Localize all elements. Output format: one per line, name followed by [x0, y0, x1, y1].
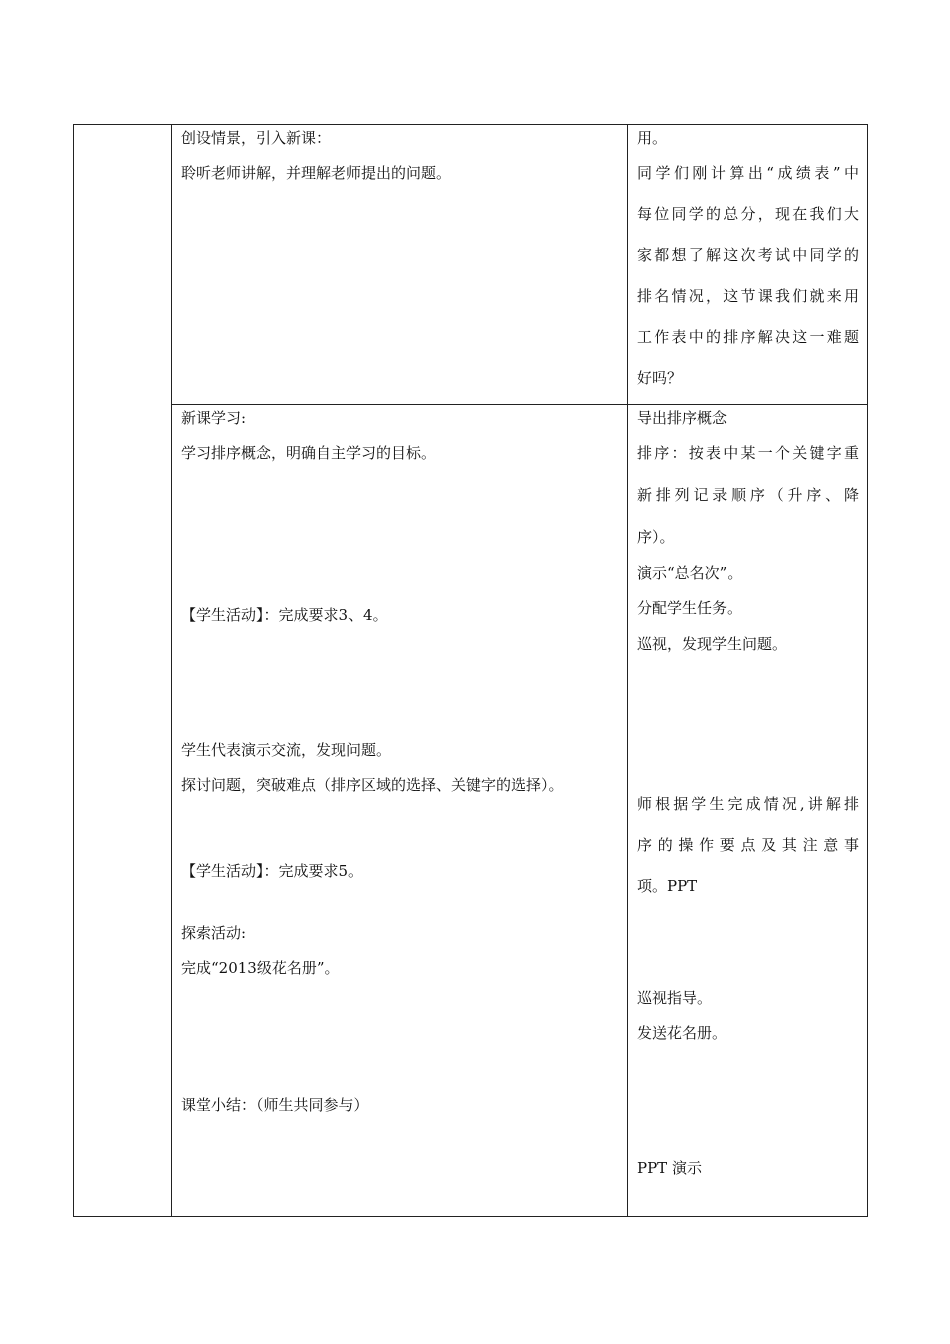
explore-task: 完成“2013级花名册”。	[181, 959, 340, 977]
explore-heading: 探索活动:	[181, 924, 247, 942]
column-divider-1	[171, 124, 172, 1217]
sort-definition-line: 排序：按表中某一个关键字重	[637, 444, 859, 462]
patrol-guide: 巡视指导。	[637, 989, 713, 1007]
row1-middle-line1: 创设情景，引入新课：	[181, 129, 332, 147]
row1-right-line: 工作表中的排序解决这一难题	[637, 328, 859, 346]
row-divider	[171, 404, 868, 405]
row1-right-line: 同学们刚计算出“成绩表”中	[637, 164, 859, 182]
row1-middle-line2: 聆听老师讲解，并理解老师提出的问题。	[181, 164, 452, 182]
ppt-demo: PPT 演示	[637, 1159, 702, 1177]
sort-definition-line: 序）。	[637, 528, 675, 546]
learning-goal: 学习排序概念，明确自主学习的目标。	[181, 444, 437, 462]
explain-line: 项。PPT	[637, 877, 698, 895]
sort-definition-line: 新排列记录顺序（升序、降	[637, 486, 859, 504]
new-lesson-heading: 新课学习:	[181, 409, 247, 427]
demo-rank: 演示“总名次”。	[637, 564, 743, 582]
row1-right-line: 排名情况，这节课我们就来用	[637, 287, 859, 305]
patrol-find-issues: 巡视，发现学生问题。	[637, 635, 788, 653]
row1-right-line: 用。	[637, 129, 668, 147]
explain-line: 序的操作要点及其注意事	[637, 836, 859, 854]
explain-line: 师根据学生完成情况,讲解排	[637, 795, 859, 813]
concept-heading: 导出排序概念	[637, 409, 728, 427]
problem-discussion: 探讨问题，突破难点（排序区域的选择、关键字的选择）。	[181, 776, 564, 794]
row1-right-line: 每位同学的总分，现在我们大	[637, 205, 859, 223]
student-activity-1: 【学生活动】：完成要求3、4。	[181, 606, 388, 624]
class-summary: 课堂小结：（师生共同参与）	[181, 1096, 369, 1114]
assign-task: 分配学生任务。	[637, 599, 743, 617]
student-presentation: 学生代表演示交流，发现问题。	[181, 741, 392, 759]
row1-right-line: 好吗？	[637, 369, 683, 387]
row1-right-line: 家都想了解这次考试中同学的	[637, 246, 859, 264]
send-roster: 发送花名册。	[637, 1024, 728, 1042]
column-divider-2	[627, 124, 628, 1217]
student-activity-2: 【学生活动】：完成要求5。	[181, 862, 364, 880]
